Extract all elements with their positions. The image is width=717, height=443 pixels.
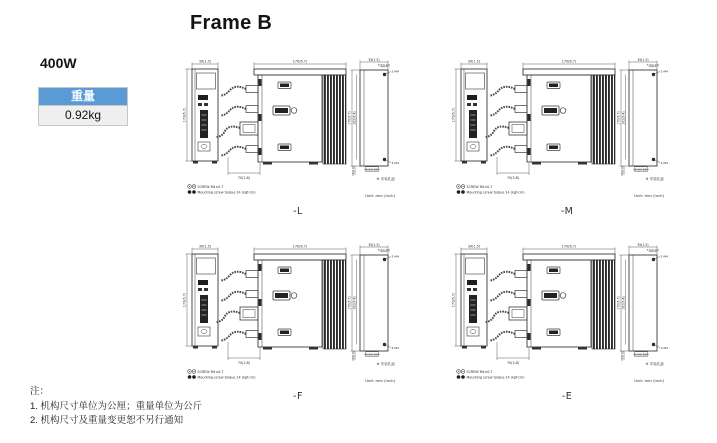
mounting-hole-note: ※ 安装孔距	[376, 177, 395, 181]
dim-rear-height: 170(6.7)	[616, 296, 621, 310]
mounting-hole-bottom	[383, 158, 386, 161]
dim-hole-pitch: 162(6.4)	[621, 296, 626, 310]
screw-callout-bottom: 2-M4	[660, 161, 668, 165]
screw-callout-top: 2-M4	[391, 254, 399, 259]
heatsink-fins	[323, 260, 346, 349]
dim-front-width: 39(1.5)	[198, 59, 212, 64]
dim-hole-pitch: 162(6.4)	[352, 296, 357, 310]
front-view	[452, 60, 487, 164]
dimension-drawing	[452, 241, 716, 409]
caption-torque: Mounting screw torque 14 (kgf·cm)	[197, 375, 256, 380]
dim-hole-offset-top: 5.5(0.22)	[646, 62, 660, 67]
footnote-line: 2. 机构尺寸及重量变更恕不另行通知	[30, 415, 184, 426]
dim-side-depth: 170(6.7)	[292, 244, 308, 249]
drawing-quadrant	[183, 56, 447, 224]
dim-height: 170(6.7)	[452, 107, 456, 123]
dim-hole-pitch: 162(6.4)	[352, 111, 357, 125]
screw-caption	[188, 185, 256, 195]
dim-side-depth: 170(6.7)	[292, 59, 308, 64]
weight-table-value: 0.92kg	[39, 106, 127, 125]
weight-table	[38, 87, 128, 126]
dim-rear-width: 39(1.5)	[637, 57, 649, 62]
dim-hole-offset-bottom: 5.5(0.22)	[365, 167, 379, 172]
screw-callout-bottom: 2-M4	[391, 346, 399, 350]
rear-view	[348, 58, 399, 198]
dim-rear-height: 170(6.7)	[616, 111, 621, 125]
side-view	[523, 245, 615, 350]
unit-note: Unit: mm (inch)	[634, 378, 664, 383]
mounting-hole-top	[652, 258, 655, 261]
cable-bundle	[216, 271, 260, 365]
variant-label: -F	[293, 391, 303, 402]
dim-rear-height: 170(6.7)	[347, 296, 352, 310]
dim-cable-clearance: 70(2.8)	[506, 175, 520, 180]
screw-callout-bottom: 2-M4	[660, 346, 668, 350]
screw-callout-top: 2-M4	[391, 69, 399, 74]
heatsink-fins	[592, 75, 615, 164]
dim-rear-width: 39(1.5)	[637, 242, 649, 247]
heatsink-fins	[592, 260, 615, 349]
variant-label: -M	[560, 206, 574, 217]
caption-torque: Mounting screw torque 14 (kgf·cm)	[466, 190, 525, 195]
mounting-hole-top	[383, 73, 386, 76]
dimension-drawing	[183, 56, 447, 224]
dim-height: 170(6.7)	[183, 292, 187, 308]
drawing-quadrant	[452, 56, 716, 224]
rear-view	[617, 243, 668, 383]
screw-caption	[457, 370, 525, 380]
dim-hole-offset-top: 5.5(0.22)	[646, 247, 660, 252]
dim-bottom-margin: 20(0.8)	[350, 166, 355, 176]
mounting-hole-top	[652, 73, 655, 76]
dim-hole-offset-top: 5.5(0.22)	[377, 62, 391, 67]
dim-height: 170(6.7)	[452, 292, 456, 308]
dim-rear-width: 39(1.5)	[368, 57, 380, 62]
rear-view	[348, 243, 399, 383]
front-view	[452, 245, 487, 349]
drawing-quadrant	[452, 241, 716, 409]
cable-bundle	[216, 86, 260, 180]
unit-note: Unit: mm (inch)	[634, 193, 664, 198]
dim-hole-pitch: 162(6.4)	[621, 111, 626, 125]
dim-height: 170(6.7)	[183, 107, 187, 123]
screw-callout-top: 2-M4	[660, 69, 668, 74]
dim-side-depth: 170(6.7)	[561, 59, 577, 64]
weight-table-header: 重量	[39, 88, 127, 106]
mounting-hole-note: ※ 安装孔距	[645, 362, 664, 366]
mounting-hole-note: ※ 安装孔距	[376, 362, 395, 366]
front-view	[183, 60, 218, 164]
dimension-drawing	[183, 241, 447, 409]
variant-label: -E	[561, 391, 573, 402]
footnotes	[30, 385, 202, 429]
screw-callout-bottom: 2-M4	[391, 161, 399, 165]
footnote-line: 1. 机构尺寸单位为公厘；重量单位为公斤	[30, 400, 203, 412]
mounting-hole-note: ※ 安装孔距	[645, 177, 664, 181]
footnote-label: 注：	[30, 386, 50, 397]
screw-caption	[188, 370, 256, 380]
dim-cable-clearance: 70(2.8)	[237, 175, 251, 180]
dim-side-depth: 170(6.7)	[561, 244, 577, 249]
variant-label: -L	[293, 206, 303, 217]
dim-hole-offset-bottom: 5.5(0.22)	[634, 167, 648, 172]
dim-bottom-margin: 20(0.8)	[350, 351, 355, 361]
caption-torque: Mounting screw torque 14 (kgf·cm)	[197, 190, 256, 195]
cable-bundle	[485, 86, 529, 180]
dim-hole-offset-top: 5.5(0.22)	[377, 247, 391, 252]
dim-front-width: 39(1.5)	[198, 244, 212, 249]
dim-hole-offset-bottom: 5.5(0.22)	[634, 352, 648, 357]
side-view	[254, 245, 346, 350]
dimension-drawing	[452, 56, 716, 224]
heatsink-fins	[323, 75, 346, 164]
caption-screw-spec: SCREW M4×0.7	[197, 184, 224, 189]
mounting-hole-top	[383, 258, 386, 261]
dim-front-width: 39(1.5)	[467, 59, 481, 64]
drawing-quadrant	[183, 241, 447, 409]
unit-note: Unit: mm (inch)	[365, 193, 395, 198]
dim-bottom-margin: 20(0.8)	[619, 351, 624, 361]
power-rating-label: 400W	[40, 55, 77, 71]
caption-screw-spec: SCREW M4×0.7	[466, 369, 493, 374]
rear-view	[617, 58, 668, 198]
dim-bottom-margin: 20(0.8)	[619, 166, 624, 176]
caption-screw-spec: SCREW M4×0.7	[197, 369, 224, 374]
mounting-hole-bottom	[383, 343, 386, 346]
cable-bundle	[485, 271, 529, 365]
dim-cable-clearance: 70(2.8)	[237, 360, 251, 365]
dim-hole-offset-bottom: 5.5(0.22)	[365, 352, 379, 357]
dim-rear-width: 39(1.5)	[368, 242, 380, 247]
front-view	[183, 245, 218, 349]
page-title: Frame B	[190, 12, 273, 34]
mounting-hole-bottom	[652, 343, 655, 346]
screw-caption	[457, 185, 525, 195]
side-view	[254, 60, 346, 165]
dim-front-width: 39(1.5)	[467, 244, 481, 249]
side-view	[523, 60, 615, 165]
dim-cable-clearance: 70(2.8)	[506, 360, 520, 365]
dim-rear-height: 170(6.7)	[347, 111, 352, 125]
caption-torque: Mounting screw torque 14 (kgf·cm)	[466, 375, 525, 380]
caption-screw-spec: SCREW M4×0.7	[466, 184, 493, 189]
mounting-hole-bottom	[652, 158, 655, 161]
screw-callout-top: 2-M4	[660, 254, 668, 259]
unit-note: Unit: mm (inch)	[365, 378, 395, 383]
